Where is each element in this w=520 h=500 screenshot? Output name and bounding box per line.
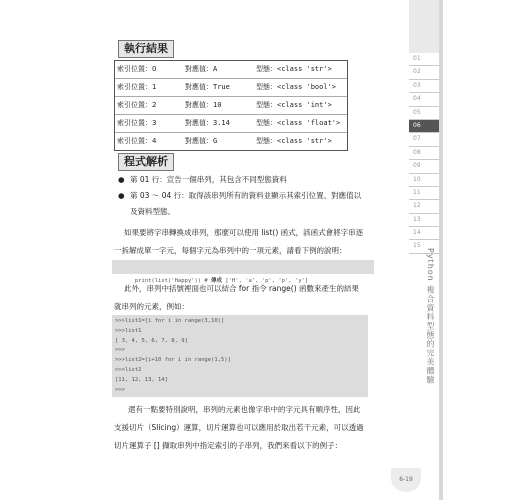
result-row [115, 61, 347, 79]
value-text: True [213, 83, 230, 91]
index-cell: 索引位置：3 [117, 119, 157, 127]
result-table [114, 60, 348, 151]
chapter-tab-13[interactable]: 13 [409, 214, 439, 227]
value-cell [185, 97, 221, 114]
chapter-tab-02[interactable]: 02 [409, 66, 439, 79]
value-text: 3.14 [213, 119, 230, 127]
page-number: 6-19 [391, 468, 421, 492]
code-single [112, 260, 374, 284]
value-text: A [213, 65, 218, 73]
type-label: 型態： [256, 137, 277, 145]
code-comment-label: 傳成 [211, 278, 223, 284]
chapter-tab-11[interactable]: 11 [409, 187, 439, 200]
chapter-tab-15[interactable]: 15 [409, 240, 439, 253]
bullet-dot: ● [118, 175, 125, 184]
paragraph: 還有一點要特別說明，串列的元素也像字串中的字元具有順序性，因此支援切片（Slicing）運算，切片運算也可以應用於取出若干元素，可以透過切片運算子 [] 擷取串列中指定索引的子串列，我們來看以下的例子： [114, 405, 364, 450]
code-text: print(list('Happy')) # [134, 278, 212, 284]
index-cell: 索引位置：1 [117, 83, 157, 91]
chapter-tab-08[interactable]: 08 [409, 147, 439, 160]
paragraph: 此外，串列中括號裡面也可以結合 for 指令 range() 函數來產生的結果就串列的元素，例如： [114, 284, 360, 311]
type-label: 型態： [256, 119, 277, 127]
code-line: [11, 12, 13, 14] [115, 376, 168, 383]
type-label: 型態： [256, 65, 277, 73]
analysis-section-label: 程式解析 [118, 153, 174, 171]
value-label: 對應值： [185, 83, 213, 91]
code-line: >>>list2=[i+10 for i in range(1,5)] [115, 357, 231, 364]
chapter-tab-09[interactable]: 09 [409, 160, 439, 173]
code-line: >>>list1 [115, 327, 142, 334]
type-cell [256, 61, 332, 78]
result-row [115, 115, 347, 133]
bullet-dot: ● [118, 191, 125, 200]
index-cell: 索引位置：2 [117, 101, 157, 109]
paragraph: 如果要將字串轉換成串列，那麼可以使用 list() 函式，該函式會將字串逐一拆解成單一字元，每個字元為串列中的一項元素，請看下例的說明： [114, 228, 364, 255]
value-text: 10 [213, 101, 222, 109]
chapter-tab-06[interactable]: 06 [409, 120, 439, 133]
value-label: 對應值： [185, 101, 213, 109]
chapter-title: Python 複合資料型態的完美體驗 [426, 248, 435, 385]
type-cell [256, 115, 340, 132]
value-cell [185, 133, 217, 150]
code-block [112, 315, 368, 397]
value-label: 對應值： [185, 137, 213, 145]
value-cell [185, 115, 230, 132]
result-row [115, 79, 347, 97]
value-cell [185, 79, 230, 96]
type-cell [256, 79, 336, 96]
code-line: >>> [115, 386, 125, 393]
value-label: 對應值： [185, 65, 213, 73]
type-cell [256, 133, 332, 150]
type-text: <class 'bool'> [277, 83, 337, 91]
index-cell: 索引位置：0 [117, 65, 157, 73]
chapter-tab-10[interactable]: 10 [409, 174, 439, 187]
chapter-tabs [409, 53, 439, 254]
side-tabs-top [409, 0, 439, 53]
chapter-tab-12[interactable]: 12 [409, 200, 439, 213]
chapter-tab-04[interactable]: 04 [409, 93, 439, 106]
type-text: <class 'int'> [277, 101, 332, 109]
type-text: <class 'str'> [277, 65, 332, 73]
type-label: 型態： [256, 83, 277, 91]
result-section-label: 執行結果 [118, 40, 174, 58]
side-strip [439, 0, 443, 500]
code-line: >>> [115, 347, 125, 354]
chapter-tab-14[interactable]: 14 [409, 227, 439, 240]
chapter-tab-01[interactable]: 01 [409, 53, 439, 66]
code-result: ['H', 'a', 'p', 'p', 'y'] [222, 278, 309, 284]
type-text: <class 'str'> [277, 137, 332, 145]
type-text: <class 'float'> [277, 119, 341, 127]
bullet-text: 第 03 ～ 04 行：取得該串列所有的資料並顯示其索引位置、對應值以及資料型態。 [130, 191, 362, 216]
value-text: G [213, 137, 218, 145]
code-line: >>>list1=[i for i in range(3,10)] [115, 318, 225, 324]
bullet-text: 第 01 行：宣告一個串列，其包含不同型態資料 [130, 175, 287, 184]
result-row [115, 97, 347, 115]
value-cell [185, 61, 217, 78]
code-line: >>>list2 [115, 366, 142, 373]
chapter-tab-07[interactable]: 07 [409, 133, 439, 146]
value-label: 對應值： [185, 119, 213, 127]
chapter-tab-05[interactable]: 05 [409, 107, 439, 120]
chapter-tab-03[interactable]: 03 [409, 80, 439, 93]
index-cell: 索引位置：4 [117, 137, 157, 145]
type-label: 型態： [256, 101, 277, 109]
code-line: [ 3, 4, 5, 6, 7, 8, 9] [115, 337, 188, 344]
result-row [115, 133, 347, 150]
type-cell [256, 97, 332, 114]
